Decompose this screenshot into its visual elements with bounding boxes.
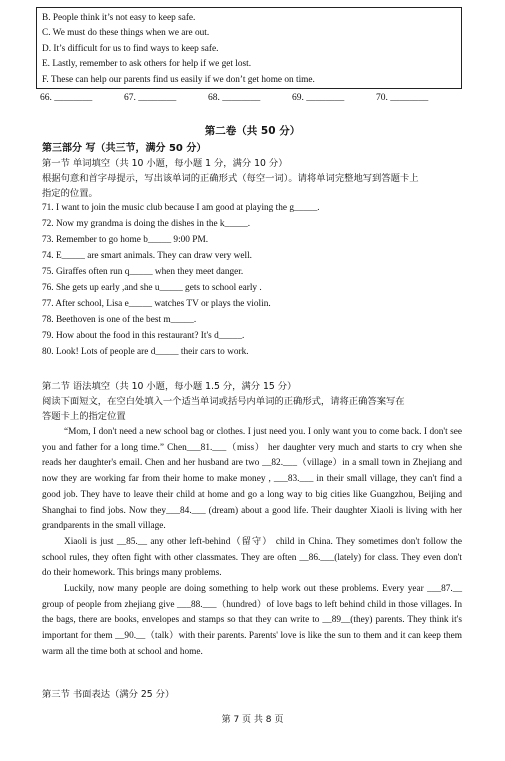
answer-blank-66[interactable]: 66. ________	[40, 93, 93, 103]
option-d: D. It’s difficult for us to find ways to keep safe.	[42, 43, 219, 54]
question-75: 75. Giraffes often run q_____ when they meet danger.	[42, 267, 244, 277]
options-box	[36, 7, 462, 89]
question-73: 73. Remember to go home b_____ 9:00 PM.	[42, 235, 209, 245]
section1-instruction-2: 指定的位置。	[42, 188, 98, 199]
grammar-passage	[42, 425, 462, 661]
page-footer: 第 7 页 共 8 页	[221, 715, 284, 725]
option-c: C. We must do these things when we are out.	[42, 28, 210, 39]
question-77: 77. After school, Lisa e_____ watches TV or plays the violin.	[42, 299, 271, 309]
question-80: 80. Look! Lots of people are d_____ their cars to work.	[42, 347, 249, 357]
question-74: 74. E_____ are smart animals. They can draw very well.	[42, 251, 252, 261]
option-b: B. People think it’s not easy to keep safe.	[42, 13, 196, 23]
section2-heading: 第二节 语法填空（共 10 小题，每小题 1.5 分，满分 15 分）	[42, 381, 297, 392]
question-72: 72. Now my grandma is doing the dishes in the k_____.	[42, 219, 251, 229]
question-71: 71. I want to join the music club because I am good at playing the g_____.	[42, 203, 320, 213]
answer-blank-67[interactable]: 67. ________	[124, 93, 177, 103]
section1-heading: 第一节 单词填空（共 10 小题，每小题 1 分，满分 10 分）	[42, 158, 288, 169]
question-79: 79. How about the food in this restaurant? It's d_____.	[42, 331, 245, 341]
section1-instruction-1: 根据句意和首字母提示，写出该单词的正确形式（每空一词）。请将单词完整地写到答题卡上	[42, 173, 419, 184]
question-76: 76. She gets up early ,and she u_____ gets to school early .	[42, 283, 262, 293]
answer-blank-70[interactable]: 70. ________	[376, 93, 429, 103]
passage-paragraph-3: Luckily, now many people are doing something to help work out these problems. Every year ___87.__ group of people from zhejiang give ___88.___（hundred）of love bags to left behind child in those villages. In the bags, there are books, envelopes and stamps so that they can write to __89__(they) parents. They think it's important for them __90.__（talk）with their parents. Parents' love is like the sun to them and it can keep them warm all the time both at school and home.	[42, 584, 462, 657]
part2-title: 第二卷（共 50 分）	[204, 125, 301, 137]
part3-title: 第三部分 写（共三节，满分 50 分）	[42, 143, 207, 154]
section2-instruction-2: 答题卡上的指定位置	[42, 411, 126, 422]
question-78: 78. Beethoven is one of the best m_____.	[42, 315, 197, 325]
passage-paragraph-1: “Mom, I don't need a new school bag or clothes. I just need you. I only want you to come back. I don't see you and father for a long time.” Chen___81.___（miss） her daughter very much and starts to cry when she reads her daughter's email. Chen and her husband are two __82.___（village）in a small town in Zhejiang and now they are working far from their home to make money , ___83.___ in their small village, they can't find a good job. They have to leave their child at home and go a long way to big cities like Guangzhou, Beijing and Shanghai to find jobs. Now they___84.___ (dream) about a good life. Their daughter Xiaoli is living with her grandparents in the small village.	[42, 427, 462, 532]
answer-blank-69[interactable]: 69. ________	[292, 93, 345, 103]
option-f: F. These can help our parents find us easily if we don’t get home on time.	[42, 74, 315, 85]
passage-paragraph-2: Xiaoli is just __85.__ any other left-behind（留守） child in China. They sometimes don't follow the school rules, they often fight with other classmates. They are often __86.___(lately) for class. They even don't do their homework. This brings many problems.	[42, 536, 462, 579]
option-e: E. Lastly, remember to ask others for help if we get lost.	[42, 59, 252, 70]
section3-heading: 第三节 书面表达（满分 25 分）	[42, 689, 175, 700]
section2-instruction-1: 阅读下面短文，在空白处填入一个适当单词或括号内单词的正确形式，请将正确答案写在	[42, 396, 405, 407]
answer-blank-68[interactable]: 68. ________	[208, 93, 261, 103]
